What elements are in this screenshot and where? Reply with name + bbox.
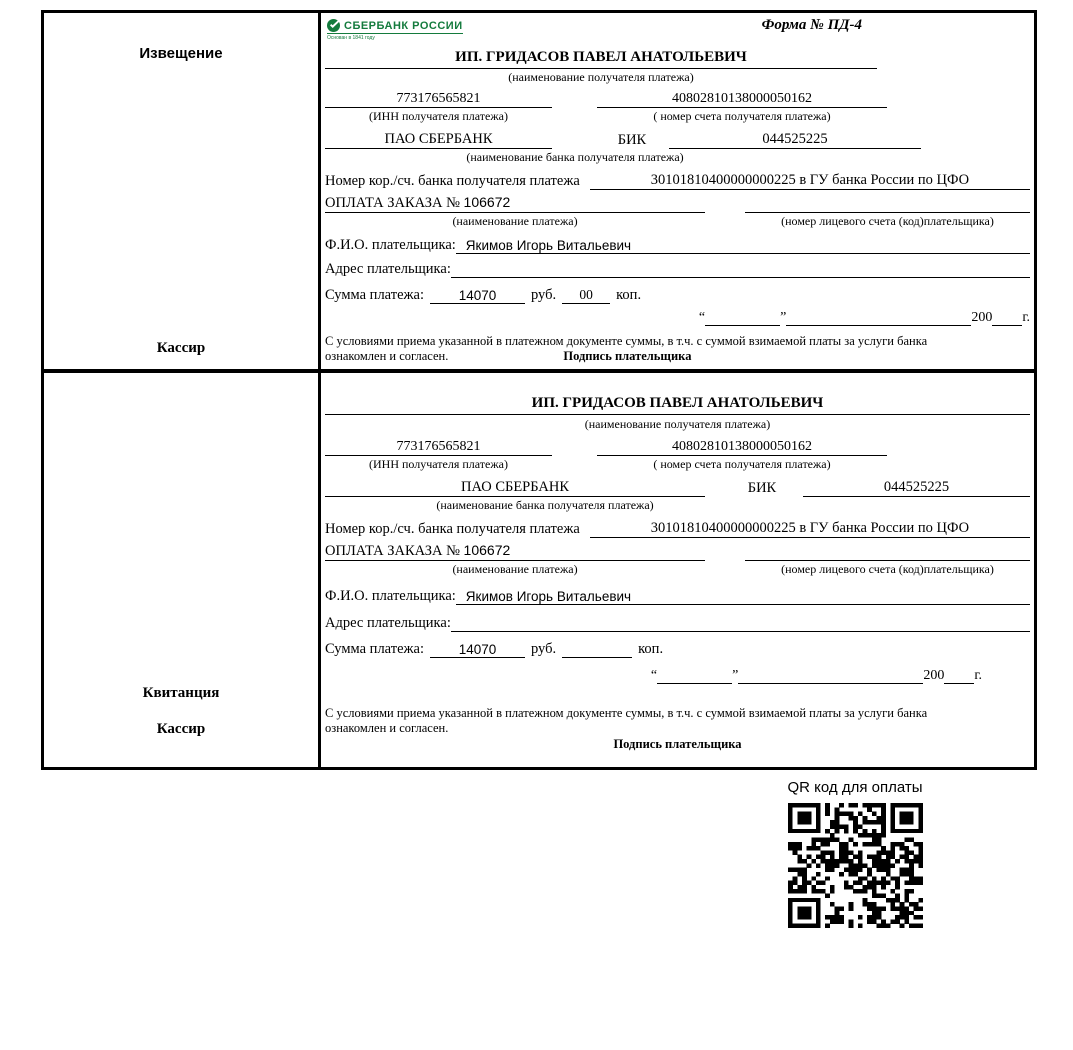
- payment-name-caption: (наименование платежа): [452, 214, 578, 228]
- notice-section: [41, 10, 1037, 372]
- date-close-quote: ”: [732, 668, 739, 683]
- agreement-line1: С условиями приема указанной в платежном документе суммы, в т.ч. с суммой взимаемой платы за услуги банка: [325, 334, 928, 348]
- notice-side-column: [44, 13, 321, 369]
- date-day-line: [705, 325, 780, 326]
- inn-caption: (ИНН получателя платежа): [369, 457, 508, 471]
- payer-address-label: Адрес плательщика:: [325, 615, 451, 631]
- date-year-prefix: 200: [923, 668, 945, 683]
- payer-address-label: Адрес плательщика:: [325, 261, 451, 277]
- corr-account-value: 30101810400000000225 в ГУ банка России по ЦФО: [590, 172, 1030, 190]
- personal-account-caption: (номер лицевого счета (код)плательщика): [781, 562, 994, 576]
- account-value: 40802810138000050162: [597, 439, 887, 456]
- recipient-caption: (наименование получателя платежа): [584, 417, 771, 431]
- bik-label: БИК: [747, 480, 777, 496]
- cashier-label: Кассир: [156, 340, 206, 356]
- notice-label: Извещение: [139, 45, 223, 62]
- corr-account-label: Номер кор./сч. банка получателя платежа: [325, 173, 580, 189]
- qr-block: [780, 779, 930, 928]
- account-caption: ( номер счета получателя платежа): [653, 109, 831, 123]
- corr-account-label: Номер кор./сч. банка получателя платежа: [325, 521, 580, 537]
- date-year-line: [992, 325, 1022, 326]
- payer-name-value: Якимов Игорь Витальевич: [456, 238, 1030, 254]
- order-number: 106672: [463, 542, 511, 558]
- recipient-caption: (наименование получателя платежа): [508, 70, 694, 84]
- sum-rub-value: 14070: [430, 642, 525, 658]
- bik-label: БИК: [617, 132, 647, 148]
- sum-label: Сумма платежа:: [325, 287, 424, 303]
- agreement-text: [325, 334, 1030, 364]
- sberbank-brand-text: СБЕРБАНК РОССИИ: [344, 19, 463, 32]
- payer-name-value: Якимов Игорь Витальевич: [456, 589, 1030, 605]
- bank-name: ПАО СБЕРБАНК: [325, 479, 705, 497]
- corr-account-value: 30101810400000000225 в ГУ банка России по ЦФО: [590, 520, 1030, 538]
- form-number-label: Форма № ПД-4: [761, 17, 862, 33]
- agreement-line2: ознакомлен и согласен.: [325, 349, 449, 363]
- kop-label: коп.: [638, 641, 664, 657]
- payment-purpose: [325, 194, 705, 213]
- kop-label: коп.: [616, 287, 642, 303]
- receipt-form-area: [321, 373, 1034, 767]
- bik-value: 044525225: [803, 479, 1030, 497]
- order-number: 106672: [463, 194, 511, 210]
- date-open-quote: “: [698, 310, 706, 325]
- date-open-quote: “: [650, 668, 658, 683]
- payer-address-value: [451, 277, 1030, 278]
- date-month-line: [786, 325, 971, 326]
- agreement-line2: ознакомлен и согласен.: [325, 721, 449, 735]
- payer-address-value: [451, 631, 1030, 632]
- agreement-line1: С условиями приема указанной в платежном документе суммы, в т.ч. с суммой взимаемой платы за услуги банка: [325, 706, 928, 720]
- sum-kop-value: 00: [562, 287, 610, 304]
- date-year-line: [944, 683, 974, 684]
- receipt-section: [41, 370, 1037, 770]
- sberbank-logo: [327, 19, 463, 41]
- rub-label: руб.: [531, 287, 557, 303]
- inn-value: 773176565821: [325, 439, 552, 456]
- date-close-quote: ”: [780, 310, 787, 325]
- payer-signature-label: Подпись плательщика: [613, 737, 742, 751]
- sum-label: Сумма платежа:: [325, 641, 424, 657]
- sberbank-tagline: Основан в 1841 году: [327, 35, 375, 41]
- bank-caption: (наименование банка получателя платежа): [436, 498, 654, 512]
- qr-code-image: [788, 803, 923, 928]
- order-label: ОПЛАТА ЗАКАЗА №: [325, 543, 460, 559]
- date-year-suffix: г.: [974, 668, 982, 683]
- inn-caption: (ИНН получателя платежа): [369, 109, 508, 123]
- notice-form-area: [321, 13, 1034, 369]
- bik-value: 044525225: [669, 131, 921, 149]
- payer-name-label: Ф.И.О. плательщика:: [325, 237, 456, 253]
- account-value: 40802810138000050162: [597, 91, 887, 108]
- personal-account-caption: (номер лицевого счета (код)плательщика): [781, 214, 994, 228]
- cashier-label: Кассир: [156, 721, 206, 737]
- sum-rub-value: 14070: [430, 288, 525, 304]
- payment-name-caption: (наименование платежа): [452, 562, 578, 576]
- receipt-side-column: [44, 373, 321, 767]
- inn-value: 773176565821: [325, 91, 552, 108]
- date-month-line: [738, 683, 923, 684]
- recipient-name: ИП. ГРИДАСОВ ПАВЕЛ АНАТОЛЬЕВИЧ: [325, 395, 1030, 415]
- agreement-text: [325, 706, 1030, 752]
- sberbank-logo-icon: [327, 19, 340, 32]
- account-caption: ( номер счета получателя платежа): [653, 457, 831, 471]
- date-year-prefix: 200: [971, 310, 993, 325]
- recipient-name: ИП. ГРИДАСОВ ПАВЕЛ АНАТОЛЬЕВИЧ: [325, 49, 877, 69]
- qr-label: QR код для оплаты: [787, 779, 923, 796]
- payment-purpose: [325, 542, 705, 561]
- payer-signature-label: Подпись плательщика: [563, 349, 692, 363]
- receipt-label: Квитанция: [142, 685, 220, 701]
- sum-kop-value: [562, 657, 632, 658]
- order-label: ОПЛАТА ЗАКАЗА №: [325, 195, 460, 211]
- bank-name: ПАО СБЕРБАНК: [325, 131, 552, 149]
- date-day-line: [657, 683, 732, 684]
- bank-caption: (наименование банка получателя платежа): [466, 150, 684, 164]
- date-year-suffix: г.: [1022, 310, 1030, 325]
- payer-name-label: Ф.И.О. плательщика:: [325, 588, 456, 604]
- rub-label: руб.: [531, 641, 557, 657]
